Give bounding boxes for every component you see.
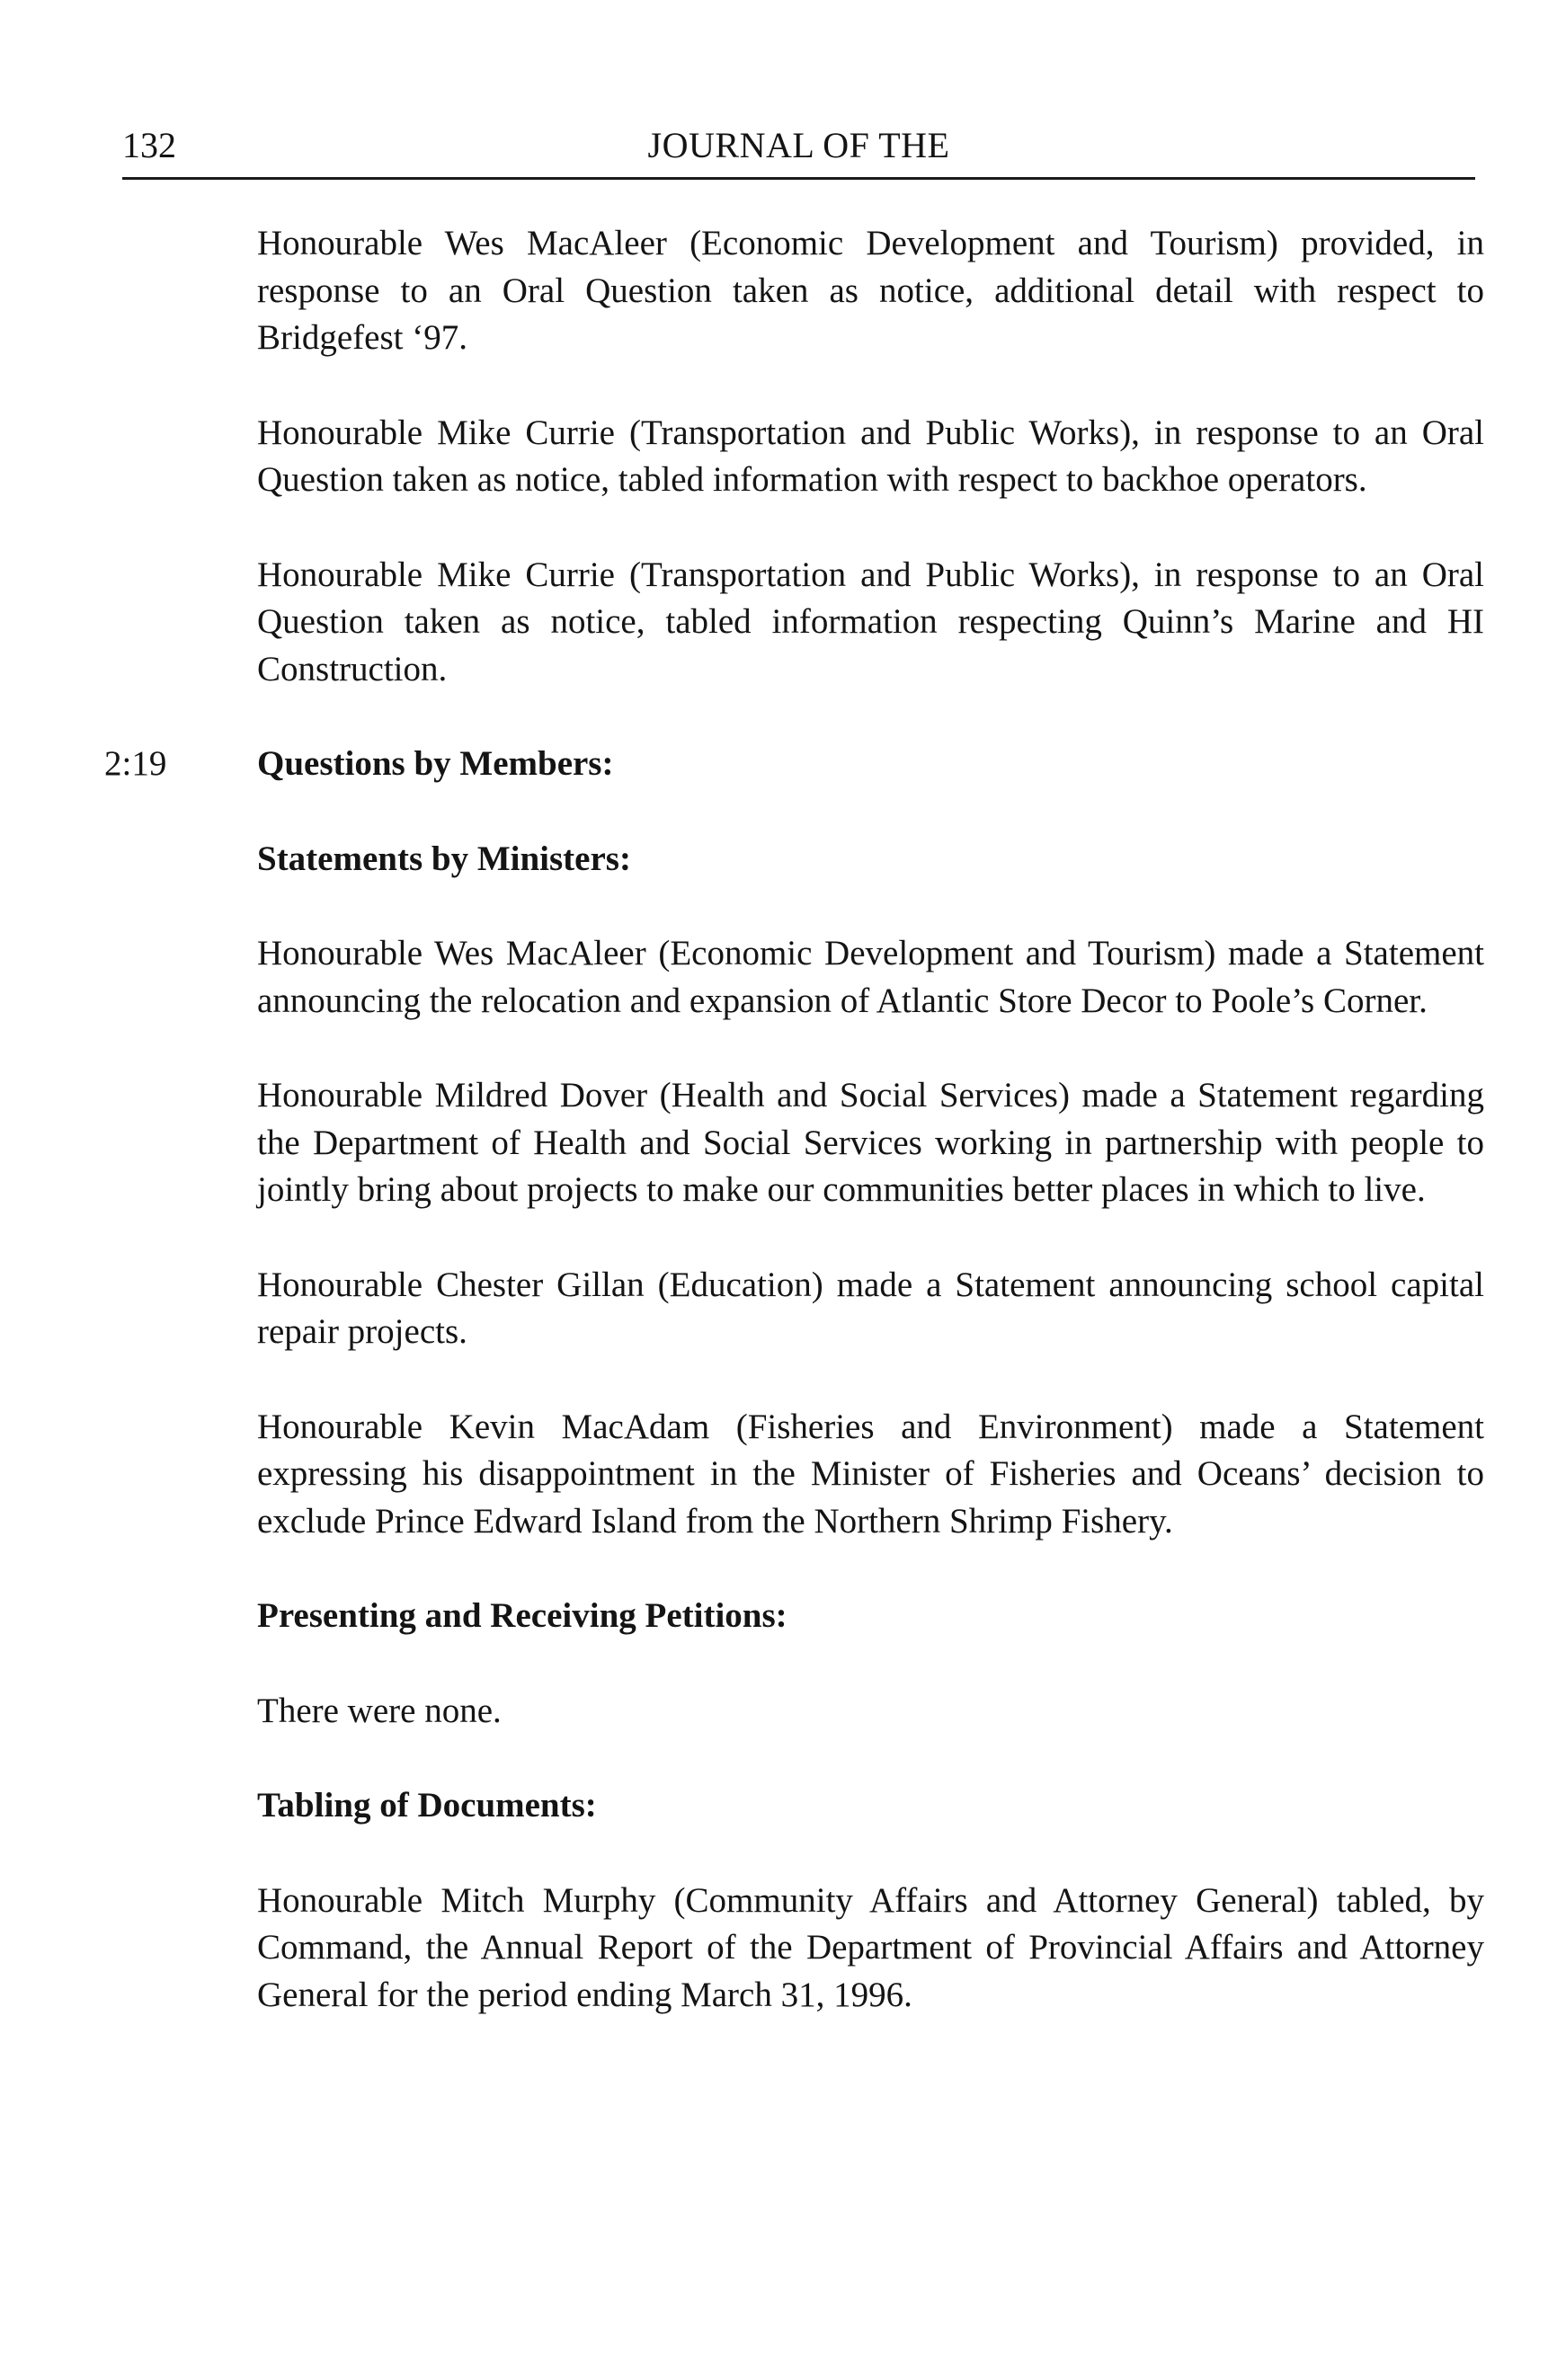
page-header xyxy=(122,121,1475,180)
section-heading-tabling: Tabling of Documents: xyxy=(257,1786,597,1825)
entry-paragraph: Honourable Wes MacAleer (Economic Development and Tourism) provided, in response to an Oral Question taken as notice, additional detail with respect to Bridgefest ‘97. xyxy=(257,224,1484,357)
section-heading-statements: Statements by Ministers: xyxy=(257,839,631,878)
entry-paragraph: Honourable Mike Currie (Transportation and Public Works), in response to an Oral Question taken as notice, tabled information respecting Quinn’s Marine and HI Construction. xyxy=(257,555,1484,688)
entry-paragraph: Honourable Chester Gillan (Education) made a Statement announcing school capital repair projects. xyxy=(257,1265,1484,1351)
entry-paragraph: Honourable Wes MacAleer (Economic Development and Tourism) made a Statement announcing the relocation and expansion of Atlantic Store Decor to Poole’s Corner. xyxy=(257,934,1484,1020)
entry-paragraph: Honourable Kevin MacAdam (Fisheries and Environment) made a Statement expressing his disappointment in the Minister of Fisheries and Oceans’ decision to exclude Prince Edward Island from the Northern Shrimp Fishery. xyxy=(257,1407,1484,1541)
running-head: JOURNAL OF THE xyxy=(647,125,950,165)
section-heading-label: Questions by Members: xyxy=(257,744,614,783)
page-number: 132 xyxy=(122,125,176,165)
entry-paragraph: Honourable Mildred Dover (Health and Social Services) made a Statement regarding the Department of Health and Social Services working in partnership with people to jointly bring about projects to make our communities better places in which to live. xyxy=(257,1076,1484,1209)
entry-paragraph: There were none. xyxy=(257,1691,502,1730)
section-heading-petitions: Presenting and Receiving Petitions: xyxy=(257,1596,787,1635)
time-marker: 2:19 xyxy=(104,744,167,783)
entry-paragraph: Honourable Mitch Murphy (Community Affairs and Attorney General) tabled, by Command, the Annual Report of the Department of Provincial Affairs and Attorney General for the period ending March 31, 1996. xyxy=(257,1880,1484,2014)
section-heading-questions xyxy=(104,741,1484,788)
entry-paragraph: Honourable Mike Currie (Transportation and Public Works), in response to an Oral Question taken as notice, tabled information with respect to backhoe operators. xyxy=(257,413,1484,499)
journal-body xyxy=(104,220,1484,2066)
